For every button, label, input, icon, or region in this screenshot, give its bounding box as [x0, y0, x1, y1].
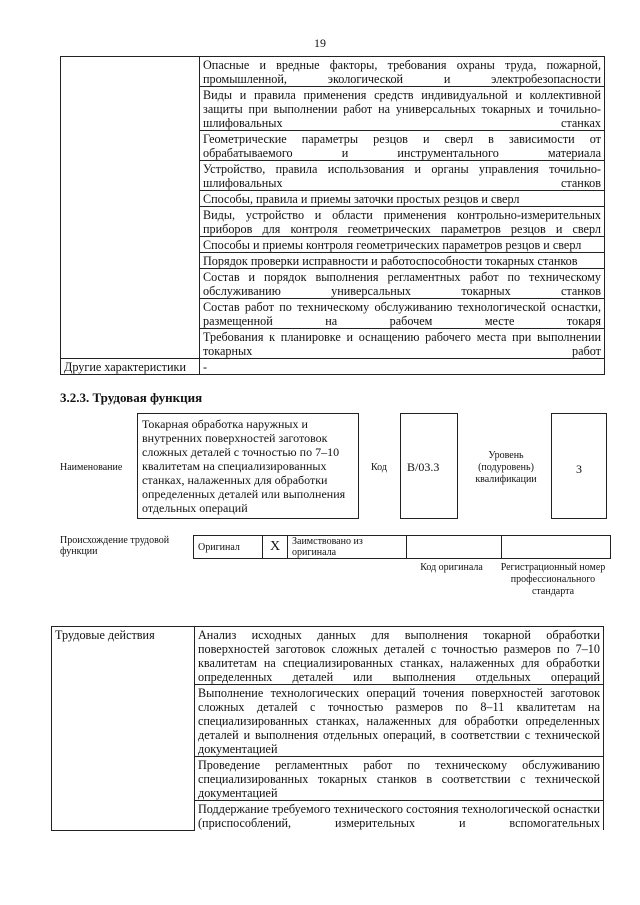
knowledge-item: Состав и порядок выполнения регламентных работ по техническому обслуживанию универсальных токарных станков — [200, 269, 605, 299]
knowledge-item: Виды и правила применения средств индивидуальной и коллективной защиты при выполнении работ на универсальных токарных и точильно-шлифовальных станках — [200, 87, 605, 131]
code-label: Код — [371, 462, 387, 473]
level-value-box: 3 — [551, 413, 607, 519]
original-label: Оригинал — [194, 536, 263, 559]
labor-action-item: Анализ исходных данных для выполнения токарной обработки поверхностей заготовок сложных деталей с точностью размеров по 7–10 квалитетам на специализированных станках, налаженных для обработки определенных деталей или выполнения отдельных операций — [195, 627, 604, 685]
knowledge-item: Способы, правила и приемы заточки простых резцов и сверл — [200, 191, 605, 207]
knowledge-item: Порядок проверки исправности и работоспособности токарных станков — [200, 253, 605, 269]
origin-label: Происхождение трудовой функции — [60, 535, 170, 557]
labor-action-item: Проведение регламентных работ по техническому обслуживанию специализированных токарных станков в соответствии с технической документацией — [195, 757, 604, 801]
knowledge-item: Опасные и вредные факторы, требования охраны труда, пожарной, промышленной, экологической и электробезопасности — [200, 57, 605, 87]
knowledge-item: Способы и приемы контроля геометрических параметров резцов и сверл — [200, 237, 605, 253]
labor-actions-label: Трудовые действия — [52, 627, 195, 831]
original-code-caption: Код оригинала — [420, 562, 483, 573]
name-label: Наименование — [60, 462, 123, 473]
original-mark: X — [263, 536, 288, 559]
knowledge-label-cell — [61, 57, 200, 359]
registration-number-cell — [502, 536, 611, 559]
origin-table — [193, 535, 611, 559]
other-characteristics-label: Другие характеристики — [61, 359, 200, 375]
original-code-cell — [407, 536, 502, 559]
labor-action-item: Поддержание требуемого технического состояния технологической оснастки (приспособлений, измерительных и вспомогательных — [195, 801, 604, 831]
registration-number-caption: Регистрационный номер профессионального стандарта — [500, 562, 606, 597]
knowledge-item: Требования к планировке и оснащению рабочего места при выполнении токарных работ — [200, 329, 605, 359]
section-title: 3.2.3. Трудовая функция — [60, 390, 203, 405]
page-number: 19 — [314, 36, 326, 50]
knowledge-table — [60, 56, 605, 375]
knowledge-item: Виды, устройство и области применения контрольно-измерительных приборов для контроля геометрических параметров резцов и сверл — [200, 207, 605, 237]
knowledge-item: Состав работ по техническому обслуживанию технологической оснастки, размещенной на рабочем месте токаря — [200, 299, 605, 329]
labor-action-item: Выполнение технологических операций точения поверхностей заготовок сложных деталей с точностью размеров по 8–11 квалитетам на специализированных станках, налаженных для обработки определенных деталей и выполнения отдельных операций, в соответствии с технической документацией — [195, 685, 604, 757]
code-value-box: B/03.3 — [400, 413, 458, 519]
labor-actions-table — [51, 626, 604, 831]
function-name-box: Токарная обработка наружных и внутренних поверхностей заготовок сложных деталей с точностью по 7–10 квалитетам на специализированных станках, налаженных для обработки определенных деталей или выполнения отдельных операций — [137, 413, 359, 519]
knowledge-item: Устройство, правила использования и органы управления точильно-шлифовальных станков — [200, 161, 605, 191]
level-label: Уровень (подуровень) квалификации — [475, 450, 537, 485]
other-characteristics-value: - — [200, 359, 605, 375]
borrowed-label: Заимствовано из оригинала — [288, 536, 407, 559]
knowledge-item: Геометрические параметры резцов и сверл в зависимости от обрабатываемого и инструментального материала — [200, 131, 605, 161]
